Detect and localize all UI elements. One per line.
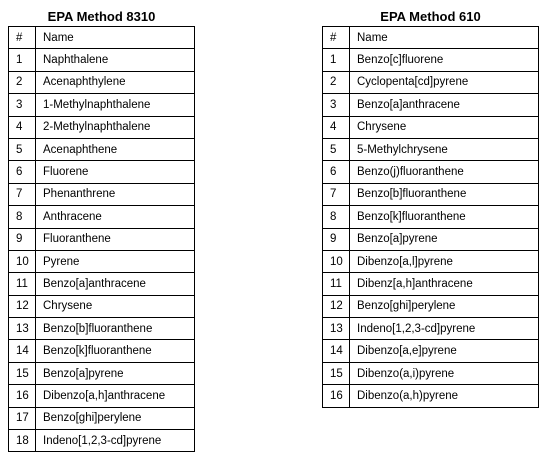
compound-name: Indeno[1,2,3-cd]pyrene xyxy=(36,430,195,452)
table-title: EPA Method 8310 xyxy=(47,9,156,24)
row-number: 6 xyxy=(323,161,350,183)
table-row xyxy=(323,273,539,295)
table-row xyxy=(9,138,195,160)
compound-name: Fluorene xyxy=(36,161,195,183)
compound-name: Chrysene xyxy=(36,295,195,317)
table-row xyxy=(323,116,539,138)
row-number: 3 xyxy=(9,94,36,116)
table-row xyxy=(323,49,539,71)
compound-name: Cyclopenta[cd]pyrene xyxy=(350,71,539,93)
table-block-epa-610 xyxy=(322,8,539,408)
table-row xyxy=(9,250,195,272)
compound-name: Dibenzo[a,e]pyrene xyxy=(350,340,539,362)
compound-name: Dibenz[a,h]anthracene xyxy=(350,273,539,295)
table-row xyxy=(9,295,195,317)
row-number: 14 xyxy=(323,340,350,362)
table-row xyxy=(9,228,195,250)
row-number: 14 xyxy=(9,340,36,362)
table-row xyxy=(9,116,195,138)
table-row xyxy=(9,273,195,295)
table-row xyxy=(323,71,539,93)
table-row xyxy=(9,362,195,384)
row-number: 18 xyxy=(9,430,36,452)
row-number: 5 xyxy=(9,138,36,160)
compound-name: Benzo[b]fluoranthene xyxy=(350,183,539,205)
row-number: 10 xyxy=(9,250,36,272)
table-title: EPA Method 610 xyxy=(380,9,481,24)
table-row xyxy=(9,71,195,93)
compound-name: Naphthalene xyxy=(36,49,195,71)
row-number: 8 xyxy=(9,206,36,228)
compound-name: 2-Methylnaphthalene xyxy=(36,116,195,138)
table-row xyxy=(9,183,195,205)
compound-name: Benzo[k]fluoranthene xyxy=(350,206,539,228)
table-row xyxy=(9,340,195,362)
table-row xyxy=(323,228,539,250)
table-row xyxy=(323,362,539,384)
header-name: Name xyxy=(36,27,195,49)
row-number: 12 xyxy=(9,295,36,317)
compound-name: Phenanthrene xyxy=(36,183,195,205)
compound-name: Acenaphthylene xyxy=(36,71,195,93)
compound-name: Dibenzo(a,i)pyrene xyxy=(350,362,539,384)
compound-name: Benzo[ghi]perylene xyxy=(350,295,539,317)
row-number: 2 xyxy=(323,71,350,93)
header-number: # xyxy=(323,27,350,49)
compound-name: Benzo[a]anthracene xyxy=(350,94,539,116)
compound-table xyxy=(8,26,195,452)
table-row xyxy=(9,430,195,452)
compound-name: Dibenzo(a,h)pyrene xyxy=(350,385,539,407)
row-number: 2 xyxy=(9,71,36,93)
table-block-epa-8310 xyxy=(8,8,195,452)
table-row xyxy=(323,340,539,362)
row-number: 8 xyxy=(323,206,350,228)
table-header-row xyxy=(323,27,539,49)
table-row xyxy=(9,49,195,71)
table-row xyxy=(323,250,539,272)
compound-name: Benzo[a]pyrene xyxy=(36,362,195,384)
row-number: 9 xyxy=(323,228,350,250)
compound-name: Dibenzo[a,h]anthracene xyxy=(36,385,195,407)
table-row xyxy=(9,318,195,340)
table-row xyxy=(323,161,539,183)
compound-table xyxy=(322,26,539,408)
row-number: 17 xyxy=(9,407,36,429)
compound-name: Benzo[c]fluorene xyxy=(350,49,539,71)
table-row xyxy=(9,206,195,228)
table-row xyxy=(9,94,195,116)
table-row xyxy=(323,183,539,205)
row-number: 13 xyxy=(9,318,36,340)
row-number: 13 xyxy=(323,318,350,340)
table-row xyxy=(9,385,195,407)
row-number: 12 xyxy=(323,295,350,317)
row-number: 3 xyxy=(323,94,350,116)
compound-name: Benzo[a]pyrene xyxy=(350,228,539,250)
compound-name: Anthracene xyxy=(36,206,195,228)
row-number: 16 xyxy=(323,385,350,407)
row-number: 6 xyxy=(9,161,36,183)
row-number: 11 xyxy=(323,273,350,295)
table-row xyxy=(323,94,539,116)
row-number: 16 xyxy=(9,385,36,407)
compound-name: Benzo[a]anthracene xyxy=(36,273,195,295)
compound-name: Dibenzo[a,l]pyrene xyxy=(350,250,539,272)
compound-name: Benzo[b]fluoranthene xyxy=(36,318,195,340)
compound-name: Pyrene xyxy=(36,250,195,272)
row-number: 10 xyxy=(323,250,350,272)
compound-name: 1-Methylnaphthalene xyxy=(36,94,195,116)
compound-name: Benzo(j)fluoranthene xyxy=(350,161,539,183)
table-body xyxy=(9,49,195,452)
table-row xyxy=(9,161,195,183)
row-number: 15 xyxy=(323,362,350,384)
compound-name: Benzo[ghi]perylene xyxy=(36,407,195,429)
row-number: 1 xyxy=(9,49,36,71)
header-name: Name xyxy=(350,27,539,49)
compound-name: Indeno[1,2,3-cd]pyrene xyxy=(350,318,539,340)
compound-name: Fluoranthene xyxy=(36,228,195,250)
row-number: 4 xyxy=(323,116,350,138)
table-row xyxy=(323,138,539,160)
row-number: 11 xyxy=(9,273,36,295)
row-number: 1 xyxy=(323,49,350,71)
row-number: 7 xyxy=(9,183,36,205)
compound-name: Acenaphthene xyxy=(36,138,195,160)
header-number: # xyxy=(9,27,36,49)
compound-name: Benzo[k]fluoranthene xyxy=(36,340,195,362)
table-row xyxy=(323,295,539,317)
table-row xyxy=(323,318,539,340)
table-body xyxy=(323,49,539,407)
row-number: 5 xyxy=(323,138,350,160)
row-number: 7 xyxy=(323,183,350,205)
row-number: 4 xyxy=(9,116,36,138)
table-row xyxy=(323,385,539,407)
row-number: 9 xyxy=(9,228,36,250)
compound-name: Chrysene xyxy=(350,116,539,138)
table-row xyxy=(323,206,539,228)
table-row xyxy=(9,407,195,429)
table-header-row xyxy=(9,27,195,49)
row-number: 15 xyxy=(9,362,36,384)
compound-name: 5-Methylchrysene xyxy=(350,138,539,160)
